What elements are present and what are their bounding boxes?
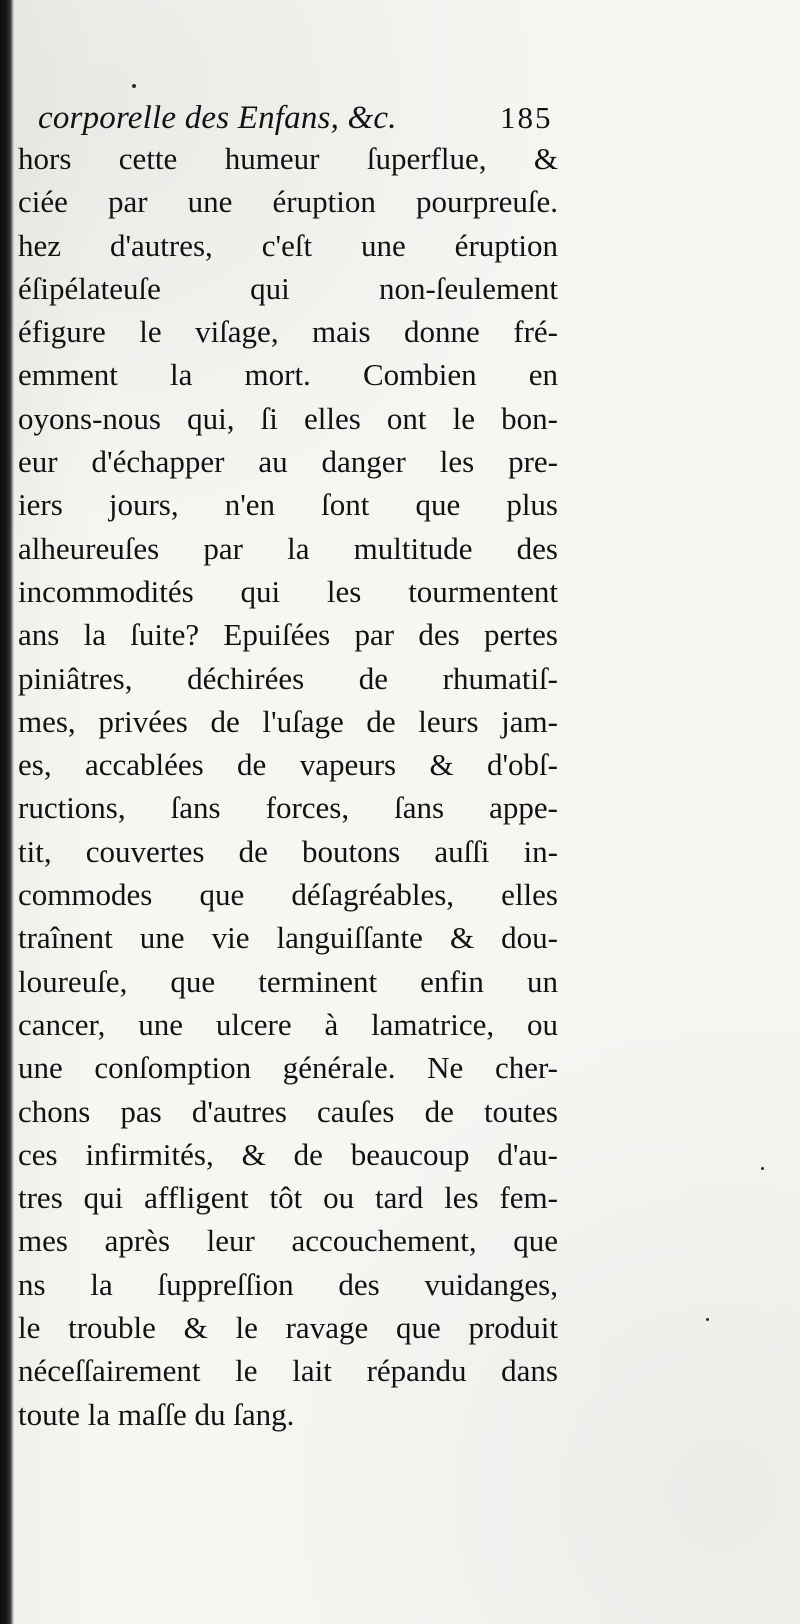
text-line: hors cette humeur ſuperflue, & — [18, 141, 558, 176]
text-line: oyons-nous qui, ſi elles ont le bon- — [18, 400, 558, 436]
text-line: emment la mort. Combien en — [18, 357, 558, 393]
ink-speck — [761, 1167, 764, 1170]
text-line: piniâtres, déchirées de rhumatiſ- — [18, 660, 558, 696]
text-line: néceſſairement le lait répandu dans — [18, 1353, 558, 1389]
text-line: ructions, ſans forces, ſans appe- — [18, 790, 558, 826]
text-line: mes, privées de l'uſage de leurs jam- — [18, 703, 558, 739]
text-line: traînent une vie languiſſante & dou- — [18, 920, 558, 956]
page-gutter-shadow — [0, 0, 14, 1624]
ink-speck — [132, 84, 136, 88]
text-line: eur d'échapper au danger les pre- — [18, 444, 558, 480]
text-line: es, accablées de vapeurs & d'obſ- — [18, 747, 558, 783]
text-line: ces infirmités, & de beaucoup d'au- — [18, 1136, 558, 1172]
text-line: chons pas d'autres cauſes de toutes — [18, 1093, 558, 1129]
text-line: commodes que déſagréables, elles — [18, 877, 558, 913]
page-number: 185 — [500, 100, 553, 135]
text-line: incommodités qui les tourmentent — [18, 573, 558, 609]
text-line: ns la ſuppreſſion des vuidanges, — [18, 1266, 558, 1302]
text-line: éfigure le viſage, mais donne fré- — [18, 314, 558, 350]
ink-speck — [706, 1318, 709, 1321]
text-line: éſipélateuſe qui non-ſeulement — [18, 270, 558, 306]
text-line: cancer, une ulcere à lamatrice, ou — [18, 1006, 558, 1042]
text-line: ciée par une éruption pourpreuſe. — [18, 184, 558, 220]
text-line: une conſomption générale. Ne cher- — [18, 1050, 558, 1086]
text-line: toute la maſſe du ſang. — [18, 1396, 295, 1432]
text-line: iers jours, n'en ſont que plus — [18, 487, 558, 523]
text-line: ans la ſuite? Epuiſées par des pertes — [18, 617, 558, 653]
text-line: tres qui affligent tôt ou tard les fem- — [18, 1180, 558, 1216]
text-line: loureuſe, que terminent enfin un — [18, 963, 558, 999]
text-line: le trouble & le ravage que produit — [18, 1310, 558, 1346]
text-line: hez d'autres, c'eſt une éruption — [18, 227, 558, 263]
body-text — [18, 137, 558, 1436]
running-head: corporelle des Enfans, &c. — [38, 100, 397, 136]
text-line: tit, couvertes de boutons auſſi in- — [18, 833, 558, 869]
text-line: alheureuſes par la multitude des — [18, 530, 558, 566]
text-line: mes après leur accouchement, que — [18, 1223, 558, 1259]
